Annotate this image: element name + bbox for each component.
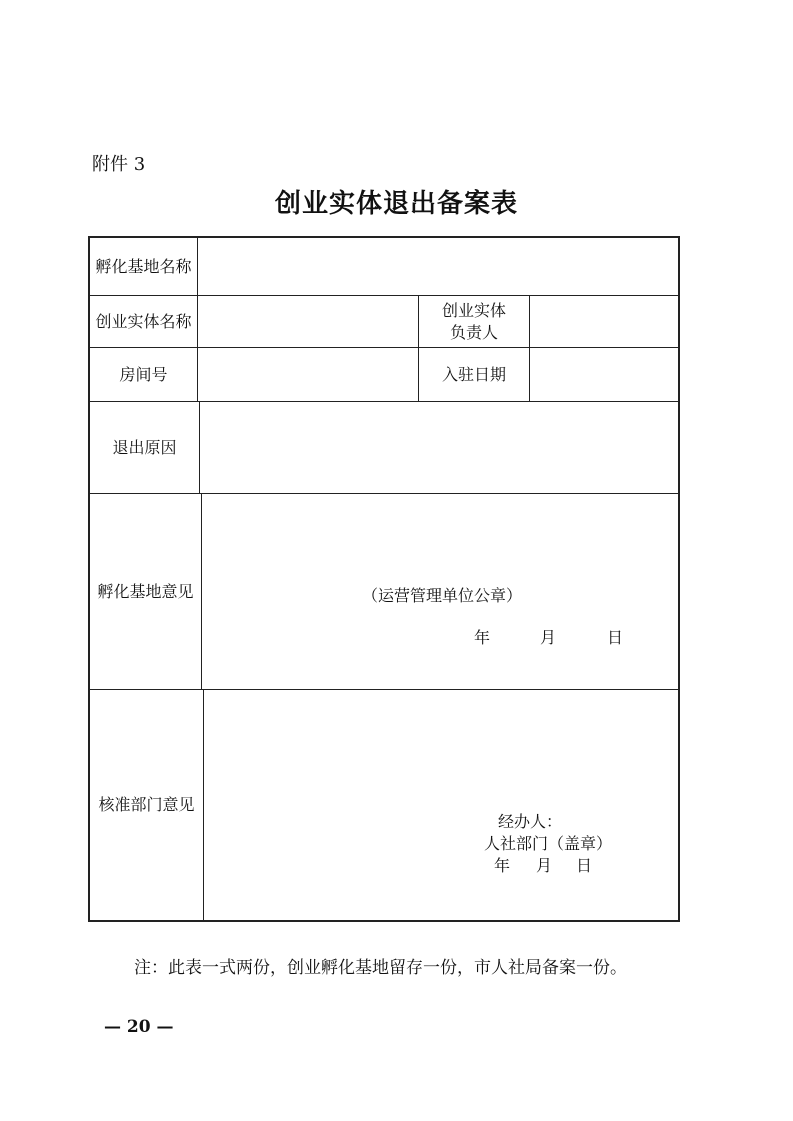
row-exit-reason xyxy=(90,402,678,494)
approval-opinion-label-cell xyxy=(90,690,204,920)
exit-record-form xyxy=(88,236,680,922)
incubator-date-day: 日 xyxy=(607,628,624,647)
entity-head-field[interactable] xyxy=(530,296,678,347)
entity-head-label-line2: 负责人 xyxy=(449,322,498,342)
entity-name-label: 创业实体名称 xyxy=(95,311,192,331)
entity-head-label-line1: 创业实体 xyxy=(441,300,506,320)
form-title: 创业实体退出备案表 xyxy=(274,189,518,219)
approval-opinion-field[interactable] xyxy=(204,690,678,920)
handler-label: 经办人： xyxy=(498,812,563,831)
room-label-cell xyxy=(90,348,198,401)
entity-head-label-cell xyxy=(419,296,530,347)
approval-opinion-label: 核准部门意见 xyxy=(98,795,195,814)
incubator-name-label: 孵化基地名称 xyxy=(95,256,192,276)
row-incubator-opinion xyxy=(90,494,678,690)
footnote: 注：此表一式两份，创业孵化基地留存一份，市人社局备案一份。 xyxy=(134,958,627,978)
approval-date-month: 月 xyxy=(536,856,553,875)
entity-name-field[interactable] xyxy=(198,296,419,347)
row-approval-opinion xyxy=(90,690,678,920)
incubator-name-label-cell xyxy=(90,238,198,295)
approval-date-day: 日 xyxy=(576,856,593,875)
incubator-date-year: 年 xyxy=(474,628,491,647)
row-incubator-name xyxy=(90,238,678,296)
room-label: 房间号 xyxy=(119,364,168,384)
hr-dept-seal-text: 人社部门（盖章） xyxy=(484,834,613,853)
incubator-opinion-label-cell xyxy=(90,494,202,689)
incubator-opinion-label: 孵化基地意见 xyxy=(97,581,194,601)
exit-reason-field[interactable] xyxy=(200,402,678,493)
entity-name-label-cell xyxy=(90,296,198,347)
incubator-date-month: 月 xyxy=(540,628,557,647)
entry-date-field[interactable] xyxy=(530,348,678,401)
incubator-seal-text: （运营管理单位公章） xyxy=(362,586,523,605)
incubator-name-field[interactable] xyxy=(198,238,678,295)
entry-date-label-cell xyxy=(419,348,530,401)
exit-reason-label-cell xyxy=(90,402,200,493)
page-number: — 20 — xyxy=(104,1017,174,1037)
row-room xyxy=(90,348,678,402)
room-field[interactable] xyxy=(198,348,419,401)
exit-reason-label: 退出原因 xyxy=(112,437,177,457)
attachment-label: 附件 3 xyxy=(92,154,146,175)
entry-date-label: 入驻日期 xyxy=(441,364,506,384)
approval-date-year: 年 xyxy=(494,856,511,875)
row-entity-name xyxy=(90,296,678,348)
